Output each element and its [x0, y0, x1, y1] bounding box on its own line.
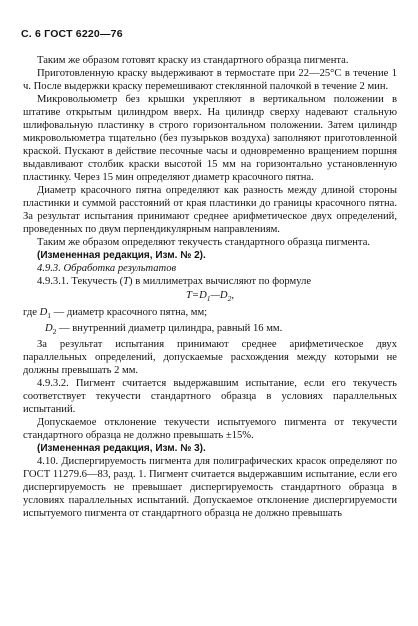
where-line-2 [23, 322, 397, 338]
formula-d2: D [219, 290, 228, 301]
section-4-9-3-2: 4.9.3.2. Пигмент считается выдержавшим испытание, если его текучесть соответствует текучести стандартного образца в условиях параллельных испытаний. [23, 378, 397, 416]
edit-note: (Измененная редакция, Изм. № 2). [37, 250, 206, 261]
paragraph: Микровольюметр без крышки укрепляют в вертикальном положении в штативе открытым цилиндром вверх. На цилиндр сверху надевают стальную шлифовальную пластинку в строго горизонтальном положении. Затем цилиндр микровольюметра тщательно (без пузырьков воздуха) заполняют приготовленной краской. Пускают в действие песочные часы и одновременно вращением поршня выдавливают столбик краски высотой 15 мм на горизонтально установленную пластинку. Через 15 мин определяют диаметр красочного пятна. [23, 94, 397, 183]
section-heading-4-9-3: 4.9.3. Обработка результатов [37, 263, 177, 274]
where-sub: 1 [47, 311, 51, 321]
formula-sub-2: 2 [227, 294, 232, 304]
section-text: 4.9.3.1. Текучесть ( [37, 276, 124, 287]
formula-end: , [231, 290, 234, 301]
paragraph: Таким же образом готовят краску из стандартного образца пигмента. [37, 55, 349, 66]
formula-d1: D [199, 290, 207, 301]
edit-note: (Измененная редакция, Изм. № 3). [37, 443, 206, 455]
where-var: D [39, 307, 48, 319]
variable-t: T [123, 276, 130, 287]
where-var: D [45, 323, 53, 335]
formula-lhs: T [186, 290, 192, 301]
formula [23, 289, 397, 305]
paragraph: Таким же образом определяют текучесть стандартного образца пигмента. [37, 237, 371, 248]
section-4-9-3-1 [23, 275, 397, 288]
where-line-1 [23, 306, 397, 322]
where-sub: 2 [52, 327, 57, 337]
where-text: — внутренний диаметр цилиндра, равный 16 мм. [56, 323, 283, 335]
section-text: ) в миллиметрах вычисляют по формуле [129, 276, 312, 287]
where-text: — диаметр красочного пятна, мм; [50, 307, 208, 319]
formula-eq: = [191, 290, 200, 301]
paragraph-result: За результат испытания принимают среднее арифметическое двух параллельных определений, допускаемые расхождения между которыми не должны превышать 2 мм. [23, 339, 397, 377]
document-body [23, 54, 397, 520]
formula-minus: — [210, 290, 220, 301]
paragraph-tolerance: Допускаемое отклонение текучести испытуемого пигмента от текучести стандартного образца не должно превышать ±15%. [23, 417, 397, 442]
paragraph: Диаметр красочного пятна определяют как разность между длиной стороны пластинки и суммой расстояний от края пластинки до границы красочного пятна. За результат испытания принимают среднее арифметическое двух определений, проведенных по двум перпендикулярным направлениям. [23, 185, 397, 235]
paragraph: Приготовленную краску выдерживают в термостате при 22—25°С в течение 1 ч. После выдержки краску перемешивают стеклянной палочкой в течение 2 мин. [23, 68, 397, 92]
where-prefix: где [23, 307, 40, 319]
formula-sub-1: 1 [206, 294, 211, 304]
page-header: С. 6 ГОСТ 6220—76 [21, 28, 123, 40]
section-4-10: 4.10. Диспергируемость пигмента для полиграфических красок определяют по ГОСТ 11279.6—83, разд. 1. Пигмент считается выдержавшим испытание, если его диспергируемость не превышает диспергируемость стандартного образца в условиях параллельных испытаний. Допускаемое отклонение диспергируемости испытуемого пигмента от стандартного образца не должно превышать [23, 456, 397, 520]
